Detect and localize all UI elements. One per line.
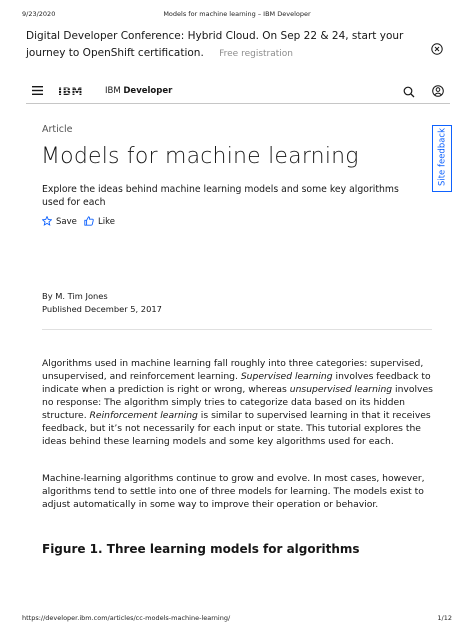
promo-banner: [26, 28, 446, 63]
brand-prefix: IBM: [105, 86, 121, 96]
print-title: Models for machine learning – IBM Developer: [163, 10, 311, 18]
p1-text-g: is similar to supervised learning in that it receives feedback, but it’s not necessarily for each input or state. This tutorial explores the ideas behind these learning models and some key algorithms used for each.: [42, 410, 431, 447]
divider: [42, 329, 432, 330]
user-icon[interactable]: [432, 85, 444, 97]
intro-paragraph: [42, 357, 434, 448]
article-eyebrow: Article: [42, 124, 73, 135]
print-date: 9/23/2020: [22, 10, 56, 18]
p1-term-supervised: Supervised learning: [240, 371, 333, 382]
figure-caption: Figure 1. Three learning models for algorithms: [42, 542, 360, 556]
published-date: Published December 5, 2017: [42, 304, 162, 314]
p1-text-a: Algorithms used in machine learning fall roughly into three categories: supervised, unsupervised, and reinforcement learning.: [42, 358, 424, 382]
print-url: https://developer.ibm.com/articles/cc-models-machine-learning/: [22, 614, 231, 622]
second-paragraph: Machine-learning algorithms continue to grow and evolve. In most cases, however, algorithms tend to settle into one of three models for learning. The models exist to adjust automatically in some way to improve their operation or behavior.: [42, 473, 425, 510]
brand-name[interactable]: [105, 86, 172, 96]
search-icon[interactable]: [403, 86, 415, 98]
page-title: Models for machine learning: [41, 144, 359, 169]
close-icon[interactable]: [431, 43, 443, 55]
ibm-logo[interactable]: [58, 85, 86, 96]
p1-term-reinforcement: Reinforcement learning: [89, 410, 198, 421]
article-subtitle: Explore the ideas behind machine learning models and some key algorithms used for each: [42, 184, 399, 208]
svg-text:IBM: IBM: [58, 85, 83, 96]
p1-text-e: involves no response: The algorithm simply tries to categorize data based on its hidden structure.: [42, 384, 433, 421]
p1-text-c: involves feedback to indicate when a prediction is right or wrong, whereas: [42, 371, 431, 395]
star-icon: [42, 216, 52, 226]
thumbs-up-icon: [84, 216, 94, 226]
site-feedback-label: Site feedback: [437, 127, 448, 187]
p1-term-unsupervised: unsupervised learning: [289, 384, 393, 395]
top-navigation: [26, 82, 450, 104]
free-registration-link[interactable]: Free registration: [219, 49, 294, 59]
brand-suffix: Developer: [123, 86, 173, 96]
page-number: 1/12: [437, 614, 452, 622]
banner-text: Digital Developer Conference: Hybrid Cloud. On Sep 22 & 24, start your journey to OpenShift certification.: [26, 30, 404, 59]
author-info: [42, 290, 162, 316]
site-feedback-tab[interactable]: [432, 125, 452, 192]
menu-icon[interactable]: [32, 86, 43, 95]
like-label: Like: [98, 217, 115, 227]
save-label: Save: [56, 217, 77, 227]
byline: By M. Tim Jones: [42, 291, 108, 301]
